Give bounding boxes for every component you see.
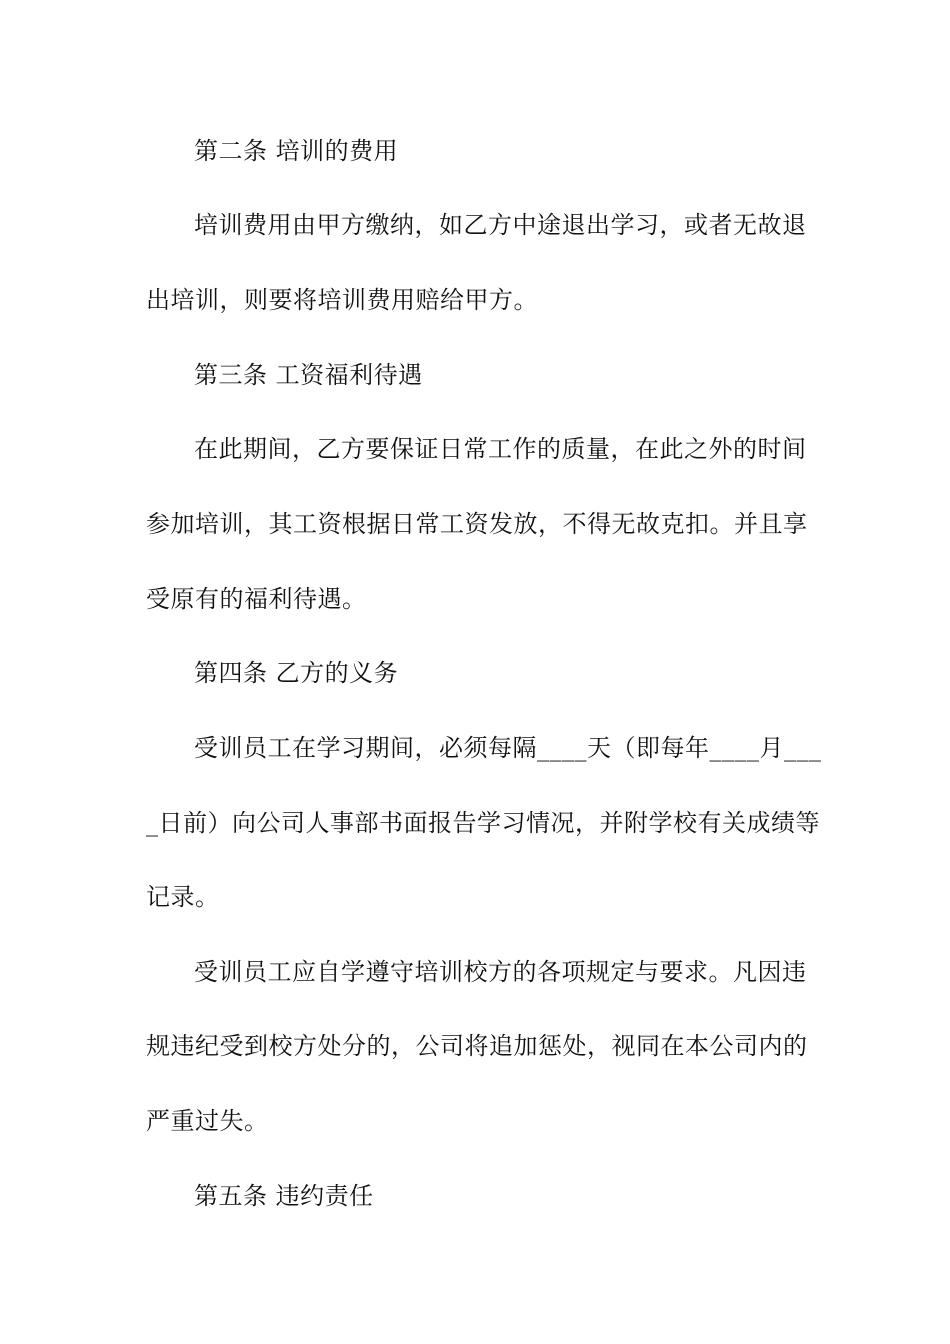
section-heading-article-3: 第三条 工资福利待遇 (194, 361, 423, 389)
paragraph-line: 受训员工应自学遵守培训校方的各项规定与要求。凡因违 (194, 958, 807, 986)
paragraph-line: 受训员工在学习期间，必须每隔____天（即每年____月___ (194, 734, 822, 762)
section-heading-article-5: 第五条 违约责任 (194, 1182, 374, 1210)
paragraph-line: 受原有的福利待遇。 (146, 585, 367, 613)
paragraph-line: 严重过失。 (146, 1107, 269, 1135)
section-heading-article-2: 第二条 培训的费用 (194, 137, 399, 165)
paragraph-line: 在此期间，乙方要保证日常工作的质量，在此之外的时间 (194, 435, 807, 463)
paragraph-line: 规违纪受到校方处分的，公司将追加惩处，视同在本公司内的 (146, 1032, 808, 1060)
section-heading-article-4: 第四条 乙方的义务 (194, 659, 399, 687)
paragraph-line: 记录。 (146, 883, 220, 911)
paragraph-line: 培训费用由甲方缴纳，如乙方中途退出学习，或者无故退 (194, 211, 807, 239)
paragraph-line: 参加培训，其工资根据日常工资发放，不得无故克扣。并且享 (146, 510, 808, 538)
paragraph-line: _日前）向公司人事部书面报告学习情况，并附学校有关成绩等 (146, 809, 820, 837)
paragraph-line: 出培训，则要将培训费用赔给甲方。 (146, 286, 538, 314)
